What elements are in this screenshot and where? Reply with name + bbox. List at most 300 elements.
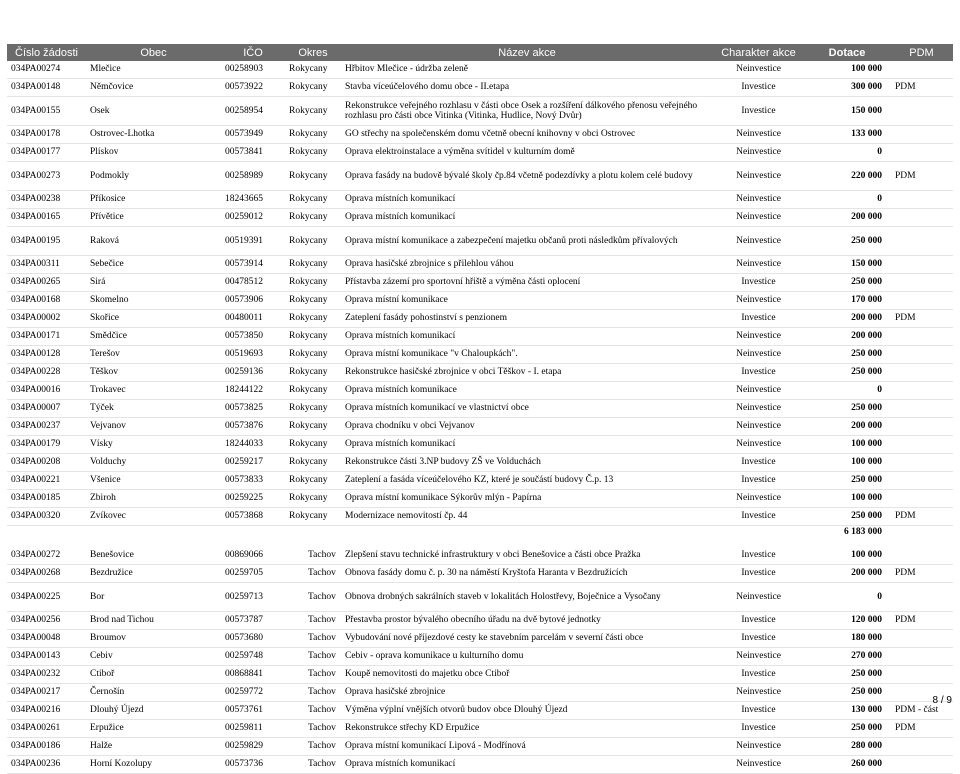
cell-obec: Horní Kozolupy [86, 756, 221, 774]
cell-ico: 00258903 [221, 61, 285, 79]
cell-id: 034PA00268 [7, 565, 86, 583]
page-number: 8 / 9 [932, 695, 952, 706]
cell-obec: Sirá [86, 274, 221, 292]
cell-dotace: 200 000 [804, 209, 890, 227]
cell-okres: Rokycany [285, 310, 341, 328]
table-row [7, 256, 953, 274]
column-header-okres: Okres [285, 44, 341, 61]
cell-obec: Dlouhý Újezd [86, 702, 221, 720]
cell-dotace: 0 [804, 144, 890, 162]
cell-pdm [890, 490, 953, 508]
cell-nazev: Oprava místních komunikací [341, 436, 713, 454]
cell-ico: 00573850 [221, 328, 285, 346]
cell-nazev: Oprava místních komunikací [341, 209, 713, 227]
table-row [7, 702, 953, 720]
table-row [7, 400, 953, 418]
cell-pdm [890, 454, 953, 472]
table-row [7, 547, 953, 565]
cell-ico: 00519693 [221, 346, 285, 364]
cell-nazev: Hřbitov Mlečice - údržba zeleně [341, 61, 713, 79]
table-row [7, 583, 953, 612]
cell-nazev: Oprava místních komunikací [341, 756, 713, 774]
cell-okres: Rokycany [285, 79, 341, 97]
cell-nazev: Oprava chodníku v obci Vejvanov [341, 418, 713, 436]
cell-pdm [890, 144, 953, 162]
table-row [7, 274, 953, 292]
table-row [7, 227, 953, 256]
cell-charakter: Investice [713, 666, 804, 684]
cell-obec: Volduchy [86, 454, 221, 472]
cell-pdm [890, 364, 953, 382]
cell-ico: 00258989 [221, 162, 285, 191]
cell-ico: 00259225 [221, 490, 285, 508]
cell-id: 034PA00165 [7, 209, 86, 227]
cell-ico: 00259772 [221, 684, 285, 702]
cell-obec: Broumov [86, 630, 221, 648]
empty-cell [86, 526, 221, 539]
cell-dotace: 133 000 [804, 126, 890, 144]
table-row [7, 756, 953, 774]
cell-okres: Rokycany [285, 162, 341, 191]
cell-charakter: Neinvestice [713, 648, 804, 666]
cell-pdm [890, 191, 953, 209]
cell-okres: Tachov [285, 702, 341, 720]
cell-obec: Týček [86, 400, 221, 418]
cell-obec: Osek [86, 97, 221, 126]
empty-cell [890, 526, 953, 539]
cell-okres: Rokycany [285, 191, 341, 209]
cell-charakter: Neinvestice [713, 292, 804, 310]
cell-nazev: Vybudování nové příjezdové cesty ke stavebním parcelám v severní části obce [341, 630, 713, 648]
cell-nazev: Zlepšení stavu technické infrastruktury v obci Benešovice a části obce Pražka [341, 547, 713, 565]
cell-obec: Raková [86, 227, 221, 256]
cell-id: 034PA00002 [7, 310, 86, 328]
cell-pdm [890, 61, 953, 79]
cell-okres: Rokycany [285, 328, 341, 346]
cell-id: 034PA00272 [7, 547, 86, 565]
cell-dotace: 200 000 [804, 328, 890, 346]
table-row [7, 454, 953, 472]
cell-obec: Podmokly [86, 162, 221, 191]
cell-dotace: 200 000 [804, 310, 890, 328]
cell-ico: 00573914 [221, 256, 285, 274]
cell-charakter: Investice [713, 547, 804, 565]
cell-obec: Skomelno [86, 292, 221, 310]
cell-pdm [890, 382, 953, 400]
cell-dotace: 150 000 [804, 256, 890, 274]
cell-id: 034PA00128 [7, 346, 86, 364]
projects-table [7, 44, 953, 774]
cell-dotace: 100 000 [804, 454, 890, 472]
cell-id: 034PA00217 [7, 684, 86, 702]
cell-obec: Mlečice [86, 61, 221, 79]
cell-id: 034PA00179 [7, 436, 86, 454]
cell-dotace: 0 [804, 191, 890, 209]
cell-dotace: 260 000 [804, 756, 890, 774]
cell-id: 034PA00221 [7, 472, 86, 490]
table-row [7, 738, 953, 756]
cell-dotace: 250 000 [804, 472, 890, 490]
cell-ico: 00573906 [221, 292, 285, 310]
total-value: 6 183 000 [844, 526, 882, 537]
column-header-id: Číslo žádosti [7, 44, 86, 61]
cell-id: 034PA00274 [7, 61, 86, 79]
cell-dotace: 100 000 [804, 61, 890, 79]
cell-okres: Rokycany [285, 364, 341, 382]
cell-obec: Vísky [86, 436, 221, 454]
table-row [7, 436, 953, 454]
cell-pdm: PDM [890, 612, 953, 630]
cell-dotace: 270 000 [804, 648, 890, 666]
cell-pdm [890, 274, 953, 292]
cell-ico: 00259217 [221, 454, 285, 472]
cell-okres: Tachov [285, 738, 341, 756]
cell-id: 034PA00320 [7, 508, 86, 526]
cell-pdm [890, 630, 953, 648]
cell-nazev: Oprava elektroinstalace a výměna svítidel v kulturním domě [341, 144, 713, 162]
cell-pdm [890, 292, 953, 310]
total-row [7, 526, 953, 539]
cell-obec: Brod nad Tichou [86, 612, 221, 630]
cell-charakter: Neinvestice [713, 490, 804, 508]
cell-okres: Rokycany [285, 418, 341, 436]
cell-charakter: Investice [713, 472, 804, 490]
cell-charakter: Investice [713, 630, 804, 648]
cell-okres: Rokycany [285, 292, 341, 310]
cell-charakter: Neinvestice [713, 684, 804, 702]
cell-id: 034PA00016 [7, 382, 86, 400]
cell-okres: Rokycany [285, 454, 341, 472]
cell-pdm [890, 756, 953, 774]
cell-obec: Těškov [86, 364, 221, 382]
cell-dotace: 250 000 [804, 346, 890, 364]
cell-ico: 18244033 [221, 436, 285, 454]
cell-nazev: Oprava místních komunikací [341, 328, 713, 346]
cell-pdm [890, 400, 953, 418]
cell-ico: 00258954 [221, 97, 285, 126]
cell-okres: Tachov [285, 756, 341, 774]
table-row [7, 720, 953, 738]
cell-ico: 00259136 [221, 364, 285, 382]
cell-pdm: PDM [890, 162, 953, 191]
cell-nazev: Výměna výplní vnějších otvorů budov obce Dlouhý Újezd [341, 702, 713, 720]
cell-pdm [890, 547, 953, 565]
cell-obec: Zvíkovec [86, 508, 221, 526]
cell-obec: Benešovice [86, 547, 221, 565]
cell-ico: 00259748 [221, 648, 285, 666]
cell-pdm [890, 97, 953, 126]
empty-cell [713, 526, 804, 539]
cell-dotace: 250 000 [804, 364, 890, 382]
cell-nazev: Stavba víceúčelového domu obce - II.etapa [341, 79, 713, 97]
cell-pdm [890, 346, 953, 364]
cell-id: 034PA00261 [7, 720, 86, 738]
cell-ico: 00259713 [221, 583, 285, 612]
cell-charakter: Investice [713, 79, 804, 97]
cell-dotace: 100 000 [804, 547, 890, 565]
cell-id: 034PA00171 [7, 328, 86, 346]
cell-obec: Příkosice [86, 191, 221, 209]
cell-pdm: PDM [890, 720, 953, 738]
table-row [7, 666, 953, 684]
table-row [7, 310, 953, 328]
table-row [7, 612, 953, 630]
cell-id: 034PA00185 [7, 490, 86, 508]
cell-id: 034PA00208 [7, 454, 86, 472]
cell-okres: Rokycany [285, 436, 341, 454]
cell-nazev: Rekonstrukce veřejného rozhlasu v části obce Osek a rozšíření dálkového přenosu veřejného rozhlasu pro části obce Vitinka (Vitinka, Hudlice, Nový Dvůr) [341, 97, 713, 126]
cell-charakter: Neinvestice [713, 209, 804, 227]
table-row [7, 472, 953, 490]
cell-okres: Tachov [285, 630, 341, 648]
cell-charakter: Investice [713, 612, 804, 630]
column-header-nazev: Název akce [341, 44, 713, 61]
cell-nazev: Oprava hasičské zbrojnice [341, 684, 713, 702]
cell-dotace: 250 000 [804, 274, 890, 292]
cell-obec: Ctiboř [86, 666, 221, 684]
table-row [7, 144, 953, 162]
cell-ico: 00573841 [221, 144, 285, 162]
cell-charakter: Investice [713, 720, 804, 738]
cell-charakter: Neinvestice [713, 418, 804, 436]
cell-obec: Trokavec [86, 382, 221, 400]
column-header-charakter: Charakter akce [713, 44, 804, 61]
cell-nazev: Oprava místní komunikace [341, 292, 713, 310]
cell-pdm [890, 738, 953, 756]
cell-obec: Cebiv [86, 648, 221, 666]
cell-ico: 00573680 [221, 630, 285, 648]
empty-cell [341, 526, 713, 539]
cell-dotace: 100 000 [804, 490, 890, 508]
cell-ico: 00573833 [221, 472, 285, 490]
column-header-dotace: Dotace [804, 44, 890, 61]
cell-dotace: 0 [804, 382, 890, 400]
cell-obec: Terešov [86, 346, 221, 364]
cell-nazev: GO střechy na společenském domu včetně obecní knihovny v obci Ostrovec [341, 126, 713, 144]
cell-ico: 00869066 [221, 547, 285, 565]
cell-nazev: Obnova fasády domu č. p. 30 na náměstí Kryštofa Haranta v Bezdružicích [341, 565, 713, 583]
cell-obec: Sebečice [86, 256, 221, 274]
cell-ico: 00573736 [221, 756, 285, 774]
cell-okres: Rokycany [285, 144, 341, 162]
cell-pdm [890, 436, 953, 454]
cell-okres: Tachov [285, 565, 341, 583]
cell-ico: 00259829 [221, 738, 285, 756]
cell-nazev: Oprava místní komunikace Sýkorův mlýn - Papírna [341, 490, 713, 508]
cell-nazev: Oprava místních komunikací [341, 191, 713, 209]
cell-pdm [890, 256, 953, 274]
cell-dotace: 170 000 [804, 292, 890, 310]
cell-okres: Tachov [285, 666, 341, 684]
column-header-pdm: PDM [890, 44, 953, 61]
cell-charakter: Neinvestice [713, 756, 804, 774]
cell-pdm [890, 648, 953, 666]
cell-ico: 00573868 [221, 508, 285, 526]
cell-id: 034PA00216 [7, 702, 86, 720]
cell-id: 034PA00238 [7, 191, 86, 209]
cell-nazev: Oprava místní komunikace a zabezpečení majetku občanů proti následkům přívalových [341, 227, 713, 256]
cell-okres: Rokycany [285, 382, 341, 400]
cell-ico: 00573922 [221, 79, 285, 97]
cell-okres: Rokycany [285, 97, 341, 126]
cell-nazev: Oprava místní komunikací Lipová - Modřínová [341, 738, 713, 756]
cell-okres: Rokycany [285, 126, 341, 144]
cell-charakter: Investice [713, 508, 804, 526]
cell-okres: Rokycany [285, 346, 341, 364]
cell-id: 034PA00007 [7, 400, 86, 418]
cell-dotace: 250 000 [804, 720, 890, 738]
cell-okres: Tachov [285, 612, 341, 630]
cell-ico: 00519391 [221, 227, 285, 256]
cell-ico: 00573825 [221, 400, 285, 418]
cell-obec: Smědčice [86, 328, 221, 346]
cell-obec: Halže [86, 738, 221, 756]
cell-nazev: Oprava hasičské zbrojnice s přilehlou váhou [341, 256, 713, 274]
cell-okres: Tachov [285, 648, 341, 666]
cell-okres: Tachov [285, 684, 341, 702]
cell-dotace: 120 000 [804, 612, 890, 630]
cell-nazev: Oprava fasády na budově bývalé školy čp.84 včetně podezdívky a plotu kolem celé budovy [341, 162, 713, 191]
cell-id: 034PA00228 [7, 364, 86, 382]
cell-dotace: 250 000 [804, 508, 890, 526]
cell-dotace: 150 000 [804, 97, 890, 126]
table-row [7, 630, 953, 648]
cell-id: 034PA00237 [7, 418, 86, 436]
cell-obec: Erpužice [86, 720, 221, 738]
cell-dotace: 130 000 [804, 702, 890, 720]
column-header-ico: IČO [221, 44, 285, 61]
table-row [7, 565, 953, 583]
cell-ico: 00573761 [221, 702, 285, 720]
empty-cell [221, 526, 285, 539]
cell-charakter: Investice [713, 702, 804, 720]
cell-charakter: Neinvestice [713, 738, 804, 756]
cell-nazev: Obnova drobných sakrálních staveb v lokalitách Holostřevy, Boječnice a Vysočany [341, 583, 713, 612]
empty-cell [7, 526, 86, 539]
cell-ico: 00259811 [221, 720, 285, 738]
cell-id: 034PA00236 [7, 756, 86, 774]
cell-id: 034PA00232 [7, 666, 86, 684]
cell-charakter: Neinvestice [713, 328, 804, 346]
cell-dotace: 220 000 [804, 162, 890, 191]
cell-obec: Přívětice [86, 209, 221, 227]
cell-pdm [890, 209, 953, 227]
cell-okres: Rokycany [285, 400, 341, 418]
cell-dotace: 250 000 [804, 666, 890, 684]
cell-pdm [890, 328, 953, 346]
cell-id: 034PA00256 [7, 612, 86, 630]
cell-ico: 00259012 [221, 209, 285, 227]
cell-id: 034PA00143 [7, 648, 86, 666]
cell-obec: Všenice [86, 472, 221, 490]
cell-okres: Tachov [285, 720, 341, 738]
table-row [7, 508, 953, 526]
cell-charakter: Investice [713, 454, 804, 472]
table-row [7, 191, 953, 209]
cell-pdm [890, 418, 953, 436]
table-row [7, 648, 953, 666]
cell-nazev: Rekonstrukce hasičské zbrojnice v obci Těškov - I. etapa [341, 364, 713, 382]
cell-nazev: Rekonstrukce části 3.NP budovy ZŠ ve Volduchách [341, 454, 713, 472]
cell-pdm [890, 583, 953, 612]
empty-cell [285, 526, 341, 539]
cell-id: 034PA00225 [7, 583, 86, 612]
cell-ico: 00478512 [221, 274, 285, 292]
cell-id: 034PA00311 [7, 256, 86, 274]
cell-dotace: 100 000 [804, 436, 890, 454]
cell-id: 034PA00048 [7, 630, 86, 648]
table-row [7, 292, 953, 310]
cell-id: 034PA00273 [7, 162, 86, 191]
cell-okres: Rokycany [285, 61, 341, 79]
document-title: PSOV PK 2014 - PROJEKTY OBCÍ [758, 1, 950, 15]
cell-okres: Rokycany [285, 209, 341, 227]
cell-dotace: 200 000 [804, 418, 890, 436]
cell-pdm: PDM - část [890, 702, 953, 720]
cell-pdm [890, 126, 953, 144]
cell-pdm: PDM [890, 310, 953, 328]
column-header-obec: Obec [86, 44, 221, 61]
cell-id: 034PA00168 [7, 292, 86, 310]
cell-pdm: PDM [890, 79, 953, 97]
cell-dotace: 180 000 [804, 630, 890, 648]
cell-okres: Rokycany [285, 227, 341, 256]
table-row [7, 209, 953, 227]
cell-charakter: Neinvestice [713, 144, 804, 162]
table-row [7, 346, 953, 364]
cell-nazev: Přístavba zázemí pro sportovní hřiště a výměna části oplocení [341, 274, 713, 292]
cell-pdm: PDM [890, 565, 953, 583]
cell-charakter: Investice [713, 364, 804, 382]
cell-obec: Skořice [86, 310, 221, 328]
cell-charakter: Neinvestice [713, 436, 804, 454]
cell-charakter: Neinvestice [713, 126, 804, 144]
cell-id: 034PA00265 [7, 274, 86, 292]
cell-nazev: Zateplení fasády pohostinství s penzionem [341, 310, 713, 328]
table-row [7, 79, 953, 97]
cell-charakter: Investice [713, 310, 804, 328]
cell-id: 034PA00178 [7, 126, 86, 144]
cell-nazev: Oprava místních komunikace [341, 382, 713, 400]
cell-dotace: 250 000 [804, 400, 890, 418]
cell-charakter: Neinvestice [713, 382, 804, 400]
cell-dotace: 0 [804, 583, 890, 612]
table-row [7, 126, 953, 144]
cell-obec: Plískov [86, 144, 221, 162]
cell-charakter: Investice [713, 97, 804, 126]
cell-id: 034PA00148 [7, 79, 86, 97]
cell-nazev: Oprava místní komunikace "v Chaloupkách". [341, 346, 713, 364]
cell-pdm [890, 666, 953, 684]
cell-ico: 00573876 [221, 418, 285, 436]
cell-nazev: Cebiv - oprava komunikace u kulturního domu [341, 648, 713, 666]
cell-obec: Němčovice [86, 79, 221, 97]
cell-ico: 00573949 [221, 126, 285, 144]
cell-dotace: 200 000 [804, 565, 890, 583]
cell-charakter: Neinvestice [713, 61, 804, 79]
cell-okres: Rokycany [285, 472, 341, 490]
cell-charakter: Neinvestice [713, 256, 804, 274]
table-row [7, 382, 953, 400]
table-row [7, 162, 953, 191]
cell-obec: Černošín [86, 684, 221, 702]
table-row [7, 97, 953, 126]
cell-charakter: Neinvestice [713, 346, 804, 364]
cell-okres: Rokycany [285, 508, 341, 526]
spacer-row [7, 538, 953, 547]
cell-pdm [890, 472, 953, 490]
cell-nazev: Zateplení a fasáda víceúčelového KZ, které je součástí budovy Č.p. 13 [341, 472, 713, 490]
